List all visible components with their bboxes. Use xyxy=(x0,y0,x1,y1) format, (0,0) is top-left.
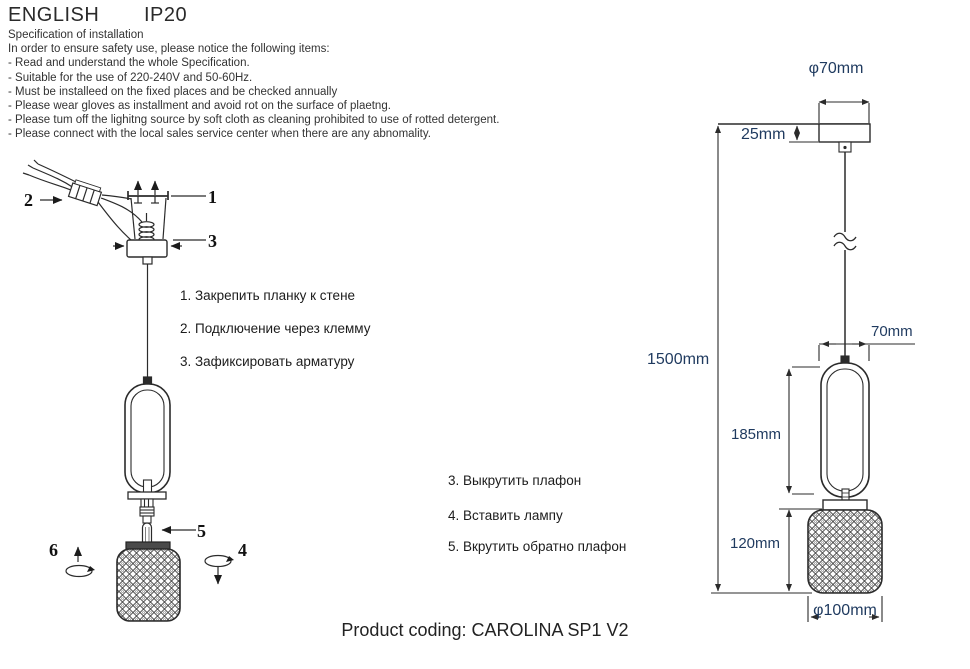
crossbar xyxy=(128,492,166,499)
product-coding: Product coding: CAROLINA SP1 V2 xyxy=(341,620,629,640)
spec-item: - Read and understand the whole Specification. xyxy=(8,57,250,70)
dim-total-height xyxy=(711,126,812,593)
cone-side xyxy=(163,198,166,239)
spec-item: - Please wear gloves as installment and avoid rot on the surface of plaetng. xyxy=(8,100,391,113)
cord-connector xyxy=(841,356,849,363)
install-step: 2. Подключение через клемму xyxy=(180,321,371,336)
dim-frame-height xyxy=(789,367,820,494)
wire xyxy=(102,195,131,199)
frame-ring-outer xyxy=(125,384,170,493)
dim-label-canopy-height: 25mm xyxy=(741,126,786,143)
part-label-fixture: 3 xyxy=(208,231,217,251)
terminal-block xyxy=(69,179,103,205)
part-label-bulb: 5 xyxy=(197,521,206,541)
spec-item: - Must be installeed on the fixed places and be checked annually xyxy=(8,85,338,98)
ip-rating: IP20 xyxy=(144,4,188,26)
part-label-terminal: 2 xyxy=(24,190,33,210)
crystal-shade xyxy=(117,549,180,621)
bulb xyxy=(143,523,152,547)
install-step: 1. Закрепить планку к стене xyxy=(180,288,356,303)
frame-ring-inner xyxy=(827,369,863,491)
dim-canopy-height xyxy=(789,126,818,142)
spec-title: Specification of installation xyxy=(8,29,144,41)
part-label-screw-in: 4 xyxy=(238,540,247,560)
canopy xyxy=(127,240,167,257)
strain-spring xyxy=(139,213,154,242)
crystal-shade xyxy=(808,510,882,593)
spec-item: - Please tum off the lighitng source by soft cloth as cleaning prohibited to use of rotted detergent. xyxy=(8,114,500,127)
spec-item: - Please connect with the local sales service center when there are any abnomality. xyxy=(8,128,431,141)
cord-grip xyxy=(839,142,851,152)
dim-label-frame-height: 185mm xyxy=(731,426,782,443)
install-step: 3. Зафиксировать арматуру xyxy=(180,354,355,369)
shade-cap xyxy=(823,500,867,510)
cone-side xyxy=(131,198,135,239)
mounting-bar xyxy=(128,191,168,200)
unscrew-arrow xyxy=(66,547,95,577)
shade-cap xyxy=(126,542,170,549)
stem xyxy=(144,480,152,493)
frame-ring-inner xyxy=(131,390,164,487)
lamp-step: 3. Выкрутить плафон xyxy=(448,473,582,488)
part-label-mount-bar: 1 xyxy=(208,187,217,207)
lamp-socket xyxy=(140,499,154,523)
dim-shade-height xyxy=(779,509,822,591)
supply-wires xyxy=(23,160,80,192)
dim-label-frame-width: 70mm xyxy=(871,323,913,340)
part-label-unscrew: 6 xyxy=(49,540,58,560)
wire xyxy=(98,202,140,247)
spec-item: - Suitable for the use of 220-240V and 50-60Hz. xyxy=(8,71,253,84)
cord-break xyxy=(834,233,856,250)
language-title: ENGLISH xyxy=(8,4,100,26)
dim-canopy-diameter xyxy=(819,102,869,123)
dim-frame-width xyxy=(819,344,915,361)
wire-connector xyxy=(144,377,152,384)
dim-label-shade-diameter: φ100mm xyxy=(813,602,877,619)
canopy xyxy=(819,124,870,142)
dim-label-canopy-diameter: φ70mm xyxy=(808,60,864,77)
frame-ring-outer xyxy=(821,363,869,497)
spec-intro: In order to ensure safety use, please notice the following items: xyxy=(8,43,330,56)
wire xyxy=(101,198,142,222)
dim-label-shade-height: 120mm xyxy=(730,535,781,552)
stem xyxy=(842,489,849,501)
canopy-nipple xyxy=(143,257,152,264)
screw-in-arrow xyxy=(205,556,234,585)
specification-block xyxy=(8,28,499,142)
dim-label-total-height: 1500mm xyxy=(647,351,710,368)
mounting-screws xyxy=(134,181,159,203)
lamp-step: 5. Вкрутить обратно плафон xyxy=(448,539,627,554)
lamp-step: 4. Вставить лампу xyxy=(448,508,563,523)
